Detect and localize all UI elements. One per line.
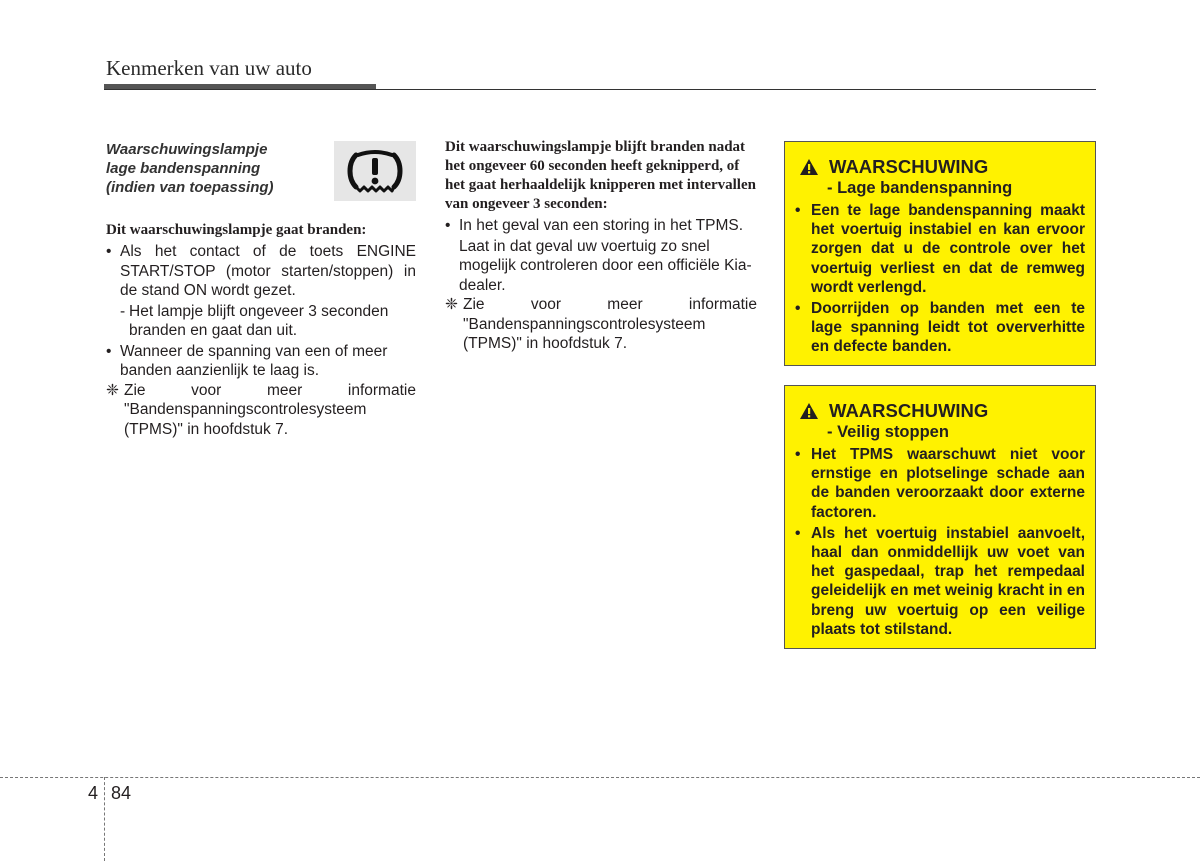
warning-item: • Als het voertuig instabiel aanvoelt, haal dan onmiddellijk uw voet van het gaspedaal, trap het rempedaal geleidelijk en met weinig kracht in en breng uw voertuig op een veilige plaats tot stilstand. <box>795 524 1085 639</box>
column-middle <box>445 138 757 354</box>
reference-text: "Bandenspanningscontrolesysteem (TPMS)" in hoofdstuk 7. <box>124 401 367 438</box>
warning-item: • Het TPMS waarschuwt niet voor ernstige en plotselinge schade aan de banden veroorzaakt door externe factoren. <box>795 445 1085 522</box>
chapter-reference <box>445 295 757 354</box>
reference-word: meer <box>266 381 303 399</box>
reference-word: meer <box>607 296 643 313</box>
warning-box-safe-stop <box>784 385 1096 649</box>
reference-mark-icon: ❈ <box>445 296 458 313</box>
warning-item: • Een te lage bandenspanning maakt het voertuig instabiel en kan ervoor zorgen dat u de controle over het voertuig verliest en dat de remweg wordt verlengd. <box>795 201 1085 297</box>
reference-word: voor <box>530 296 561 313</box>
header-rule <box>104 89 1096 90</box>
reference-word: informatie <box>347 381 416 399</box>
reference-text: "Bandenspanningscontrolesysteem (TPMS)" in hoofdstuk 7. <box>463 315 706 352</box>
warning-item: • Doorrijden op banden met een te lage spanning leidt tot oververhitte en defecte banden. <box>795 299 1085 357</box>
warning-subtitle: - Lage bandenspanning <box>827 179 1013 197</box>
paragraph: Laat in dat geval uw voertuig zo snel mogelijk controleren door een officiële Kia-dealer. <box>459 237 752 294</box>
chapter-reference <box>106 381 416 440</box>
tpms-warning-icon <box>334 141 416 201</box>
warning-subtitle: - Veilig stoppen <box>827 423 949 441</box>
sub-list-item: - Het lampje blijft ongeveer 3 seconden branden en gaat dan uit. <box>106 302 416 341</box>
warning-title: WAARSCHUWING <box>829 156 989 177</box>
warning-triangle-icon <box>799 402 819 420</box>
indicator-title-line: (indien van toepassing) <box>106 179 274 196</box>
warning-heading <box>795 400 1085 422</box>
list-item: • In het geval van een storing in het TPMS. <box>445 216 757 236</box>
reference-word: informatie <box>688 296 757 313</box>
page-number: 84 <box>111 783 132 803</box>
reference-word: voor <box>191 381 222 399</box>
indicator-title <box>106 140 326 197</box>
warning-title: WAARSCHUWING <box>829 400 989 421</box>
indicator-title-line: lage bandenspanning <box>106 160 261 177</box>
warning-list <box>795 201 1085 357</box>
chapter-number: 4 <box>88 783 99 803</box>
footer-rule <box>0 777 1200 778</box>
reference-mark-icon: ❈ <box>106 381 119 399</box>
list-item: • Wanneer de spanning van een of meer banden aanzienlijk te laag is. <box>106 342 416 381</box>
warning-box-low-pressure <box>784 141 1096 366</box>
page-header-title: Kenmerken van uw auto <box>106 56 312 80</box>
footer-divider <box>104 777 105 861</box>
section-heading: Dit waarschuwingslampje gaat branden: <box>106 222 367 238</box>
section-heading: Dit waarschuwingslampje blijft branden nadat het ongeveer 60 seconden heeft geknipperd, of het gaat herhaaldelijk knipperen met intervallen van ongeveer 3 seconden: <box>445 139 756 212</box>
reference-word: Zie <box>463 296 485 313</box>
column-left <box>106 221 416 439</box>
reference-word: Zie <box>124 381 146 399</box>
indicator-title-line: Waarschuwingslampje <box>106 141 268 158</box>
warning-heading <box>795 156 1085 178</box>
list-item: • Als het contact of de toets ENGINE START/STOP (motor starten/stoppen) in de stand ON wordt gezet. <box>106 242 416 301</box>
warning-triangle-icon <box>799 158 819 176</box>
warning-list <box>795 445 1085 639</box>
